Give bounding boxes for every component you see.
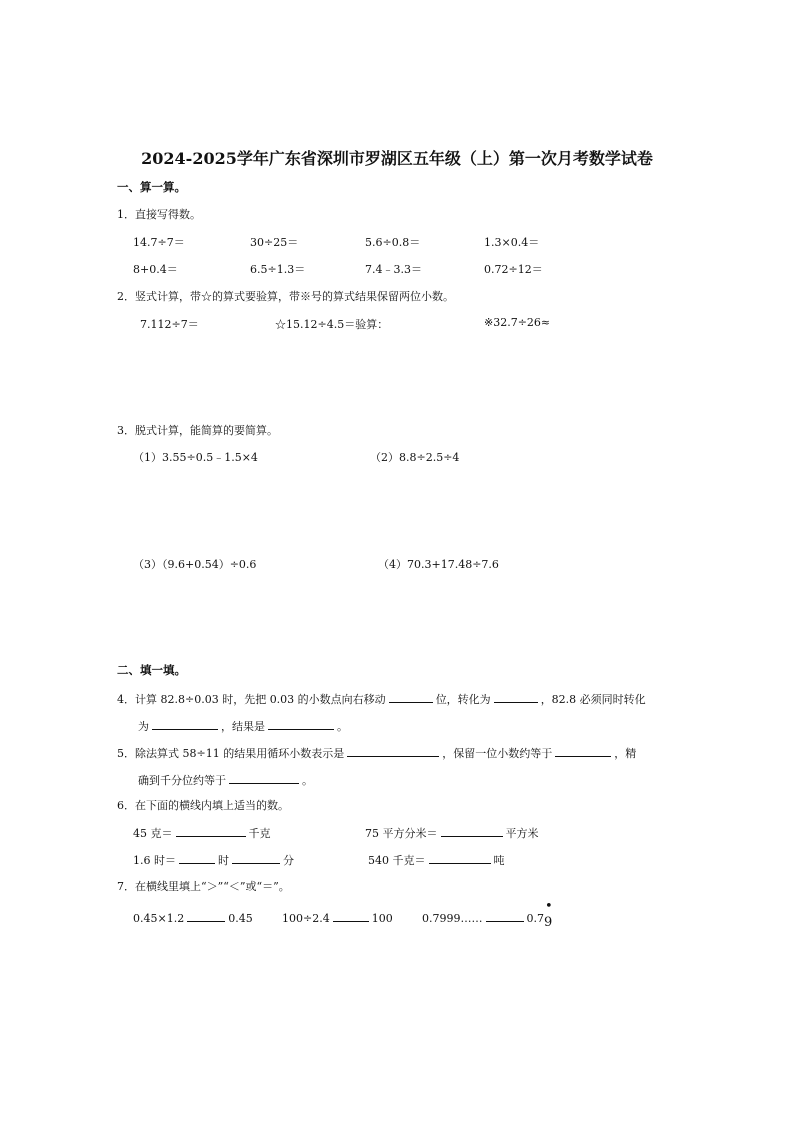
q4-text: ，结果是 (221, 720, 265, 733)
q1-item: 6.5÷1.3＝ (250, 263, 306, 276)
q6-item-d (368, 851, 505, 868)
q2-item: ☆15.12÷4.5＝验算： (275, 318, 389, 331)
answer-blank[interactable] (268, 717, 334, 730)
repeat-dot-icon: • (545, 899, 553, 914)
answer-blank[interactable] (179, 851, 215, 864)
q6-unit: 吨 (493, 854, 505, 867)
page-title: 2024-2025学年广东省深圳市罗湖区五年级（上）第一次月考数学试卷 (141, 149, 653, 168)
q1-item: 5.6÷0.8＝ (365, 236, 421, 249)
question-2-prompt: 2．竖式计算，带☆的算式要验算，带※号的算式结果保留两位小数。 (117, 290, 454, 303)
q3-item: （3）（9.6+0.54）÷0.6 (133, 558, 257, 571)
answer-blank[interactable] (494, 690, 538, 703)
q2-item: 7.112÷7＝ (140, 318, 199, 331)
section-heading-1: 一、算一算。 (117, 180, 186, 194)
question-6-prompt: 6．在下面的横线内填上适当的数。 (117, 799, 289, 812)
q7-text: 0.45×1.2 (133, 912, 185, 925)
question-7-prompt: 7．在横线里填上“＞”“＜”或“＝”。 (117, 880, 290, 893)
q6-item-b (365, 824, 539, 841)
answer-blank[interactable] (176, 824, 246, 837)
q6-text: 540 千克＝ (368, 854, 426, 867)
answer-blank[interactable] (152, 717, 218, 730)
q6-unit: 平方米 (505, 827, 539, 840)
q7-item-a (133, 909, 253, 925)
q7-text: 0.7999…… (422, 912, 483, 925)
q7-item-c (422, 899, 553, 930)
answer-blank[interactable] (441, 824, 503, 837)
q1-item: 1.3×0.4＝ (484, 236, 540, 249)
q5-text: ，精 (614, 747, 637, 760)
q5-text: ，保留一位小数约等于 (442, 747, 553, 760)
answer-blank[interactable] (232, 851, 280, 864)
q5-text: 。 (302, 774, 313, 787)
q6-unit: 时 (218, 854, 229, 867)
q1-item: 7.4﹣3.3＝ (365, 263, 422, 276)
q6-text: 45 克＝ (133, 827, 173, 840)
q6-item-a (133, 824, 271, 841)
q4-text: 位，转化为 (435, 693, 491, 706)
answer-blank[interactable] (333, 909, 369, 922)
q3-item: （2）8.8÷2.5÷4 (370, 451, 460, 464)
q7-item-b (282, 909, 393, 925)
q1-item: 30÷25＝ (250, 236, 299, 249)
q3-item: （1）3.55÷0.5﹣1.5×4 (133, 451, 258, 464)
q2-item: ※32.7÷26≈ (484, 316, 551, 329)
question-4-line-2 (138, 717, 348, 734)
question-3-prompt: 3．脱式计算，能简算的要简算。 (117, 424, 278, 437)
q4-text: 为 (138, 720, 149, 733)
q6-text: 1.6 时＝ (133, 854, 176, 867)
q5-text: 确到千分位约等于 (138, 774, 226, 787)
answer-blank[interactable] (389, 690, 433, 703)
question-5-line-1 (117, 744, 636, 761)
answer-blank[interactable] (486, 909, 524, 922)
q4-text: ，82.8 必须同时转化 (540, 693, 646, 706)
q7-text: 0.7 (526, 912, 544, 925)
q6-unit: 分 (283, 854, 294, 867)
q6-item-c (133, 851, 294, 868)
answer-blank[interactable] (187, 909, 225, 922)
question-4-line-1 (117, 690, 646, 707)
q7-text: 100÷2.4 (282, 912, 330, 925)
q1-item: 14.7÷7＝ (133, 236, 185, 249)
q5-text: 5．除法算式 58÷11 的结果用循环小数表示是 (117, 747, 345, 760)
question-5-line-2 (138, 771, 313, 788)
q4-text: 4．计算 82.8÷0.03 时，先把 0.03 的小数点向右移动 (117, 693, 386, 706)
q6-text: 75 平方分米＝ (365, 827, 438, 840)
q7-text: 100 (371, 912, 393, 925)
q1-item: 8+0.4＝ (133, 263, 178, 276)
q6-unit: 千克 (248, 827, 271, 840)
q1-item: 0.72÷12＝ (484, 263, 543, 276)
answer-blank[interactable] (429, 851, 491, 864)
question-1-prompt: 1．直接写得数。 (117, 208, 201, 221)
q4-text: 。 (337, 720, 348, 733)
q3-item: （4）70.3+17.48÷7.6 (378, 558, 499, 571)
answer-blank[interactable] (229, 771, 299, 784)
q7-text: 0.45 (228, 912, 253, 925)
repeating-decimal (544, 899, 553, 930)
repeat-digit: 9 (544, 915, 553, 930)
section-heading-2: 二、填一填。 (117, 663, 186, 677)
answer-blank[interactable] (555, 744, 611, 757)
answer-blank[interactable] (347, 744, 439, 757)
